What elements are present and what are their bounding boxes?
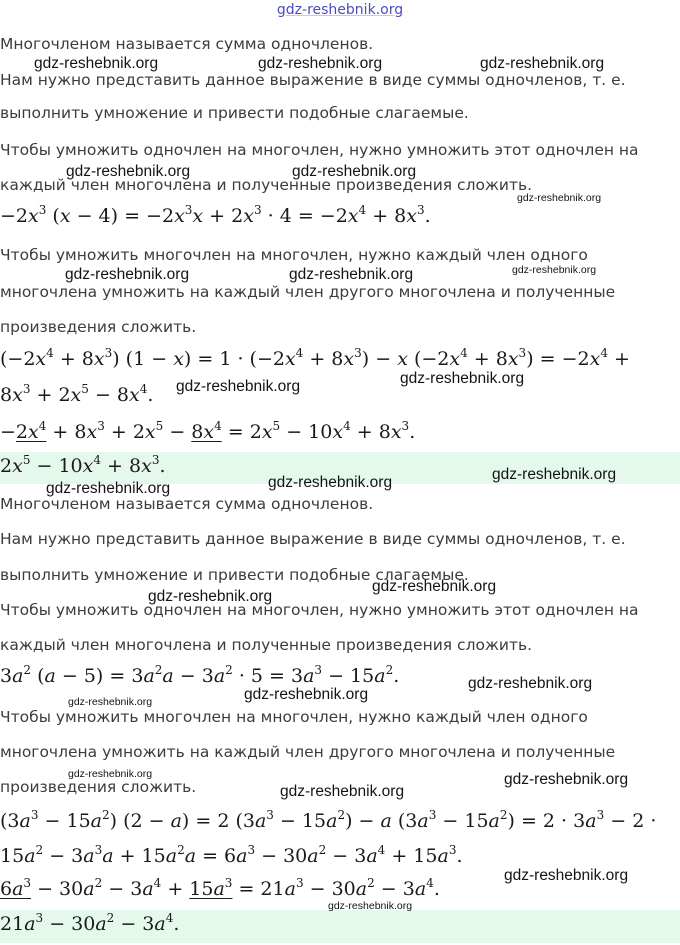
task2-formula-polynomial-line1: $(3a^3 - 15a^2) (2 - a) = 2$ $(3a^3 - 15a^2) - a$ $(3a^3 - 15a^2) = 2 \cdot 3a^3 - 2$ · — [0, 808, 657, 832]
task1-rule2-line1: Чтобы умножить многочлен на многочлен, нужно каждый член одного — [0, 246, 588, 264]
watermark: gdz-reshebnik.org — [492, 466, 617, 483]
task1-formula-polynomial-line1: $(-2x^4 + 8x^3) (1 - x) = 1 \cdot (-2x^4 + 8x^3) - x$ $(-2x^4 + 8x^3) = -2x^4$ + — [0, 346, 630, 370]
watermark: gdz-reshebnik.org — [400, 370, 525, 387]
task1-definition: Многочленом называется сумма одночленов. — [0, 35, 374, 53]
watermark: gdz-reshebnik.org — [292, 163, 417, 180]
task1-rule2-line3: произведения сложить. — [0, 318, 197, 336]
task1-rule2-line2: многочлена умножить на каждый член другого многочлена и полученные — [0, 283, 616, 301]
watermark: gdz-reshebnik.org — [517, 192, 602, 204]
watermark: gdz-reshebnik.org — [289, 266, 414, 283]
watermark: gdz-reshebnik.org — [176, 378, 301, 395]
watermark: gdz-reshebnik.org — [372, 578, 497, 595]
task2-formula-monomial: $3a^2$ $(a - 5) = 3a^2a - 3a^2 \cdot 5 = 3a^3 - 15a^2$. — [0, 663, 400, 687]
task1-answer: $2x^5 - 10x^4 + 8x^3$. — [0, 453, 166, 477]
watermark: gdz-reshebnik.org — [46, 480, 171, 497]
task2-rule1-line1: Чтобы умножить одночлен на многочлен, нужно умножить этот одночлен на — [0, 601, 639, 619]
watermark: gdz-reshebnik.org — [504, 771, 629, 788]
task2-goal-line2: выполнить умножение и привести подобные слагаемые. — [0, 566, 469, 584]
watermark: gdz-reshebnik.org — [268, 474, 393, 491]
task1-rule1-line2: каждый член многочлена и полученные произведения сложить. — [0, 176, 533, 194]
task2-rule2-line2: многочлена умножить на каждый член другого многочлена и полученные — [0, 743, 616, 761]
task2-formula-polynomial-line2: $15a^2 - 3a^3a + 15a^2a = 6a^3 - 30a^2 - 3a^4 + 15a^3$. — [0, 843, 463, 867]
watermark: gdz-reshebnik.org — [244, 686, 369, 703]
watermark: gdz-reshebnik.org — [504, 867, 629, 884]
task2-definition: Многочленом называется сумма одночленов. — [0, 495, 374, 513]
task2-answer-bar — [0, 910, 680, 943]
task2-rule2-line3: произведения сложить. — [0, 778, 197, 796]
task1-goal-line1: Нам нужно представить данное выражение в виде суммы одночленов, т. е. — [0, 71, 626, 89]
watermark: gdz-reshebnik.org — [68, 768, 153, 780]
task1-formula-polynomial-line2: $8x^3 + 2x^5 - 8x^4$. — [0, 382, 154, 406]
watermark: gdz-reshebnik.org — [65, 266, 190, 283]
watermark: gdz-reshebnik.org — [148, 588, 273, 605]
task2-rule1-line2: каждый член многочлена и полученные произведения сложить. — [0, 636, 533, 654]
watermark: gdz-reshebnik.org — [328, 900, 413, 912]
watermark: gdz-reshebnik.org — [468, 675, 593, 692]
watermark: gdz-reshebnik.org — [34, 55, 159, 72]
task2-answer: $21a^3 - 30a^2 - 3a^4$. — [0, 911, 180, 935]
task2-rule2-line1: Чтобы умножить многочлен на многочлен, нужно каждый член одного — [0, 708, 588, 726]
task2-goal-line1: Нам нужно представить данное выражение в виде суммы одночленов, т. е. — [0, 530, 626, 548]
task1-goal-line2: выполнить умножение и привести подобные слагаемые. — [0, 104, 469, 122]
watermark: gdz-reshebnik.org — [66, 163, 191, 180]
watermark: gdz-reshebnik.org — [68, 696, 153, 708]
task1-formula-monomial: $-2x^3$ $(x - 4) = -2x^3x + 2x^3 \cdot 4 = -2x^4 + 8x^3$. — [0, 203, 431, 227]
watermark: gdz-reshebnik.org — [480, 55, 605, 72]
site-watermark-header[interactable]: gdz-reshebnik.org — [276, 2, 404, 18]
task1-formula-collect: $-2x^4 + 8x^3 + 2x^5 - 8x^4 = 2x^5 - 10x^4 + 8x^3$. — [0, 419, 416, 443]
watermark: gdz-reshebnik.org — [280, 783, 405, 800]
task2-formula-collect: $6a^3 - 30a^2 - 3a^4 + 15a^3 = 21a^3 - 30a^2 - 3a^4$. — [0, 876, 440, 900]
watermark: gdz-reshebnik.org — [512, 264, 597, 276]
watermark: gdz-reshebnik.org — [258, 55, 383, 72]
task1-rule1-line1: Чтобы умножить одночлен на многочлен, нужно умножить этот одночлен на — [0, 141, 639, 159]
